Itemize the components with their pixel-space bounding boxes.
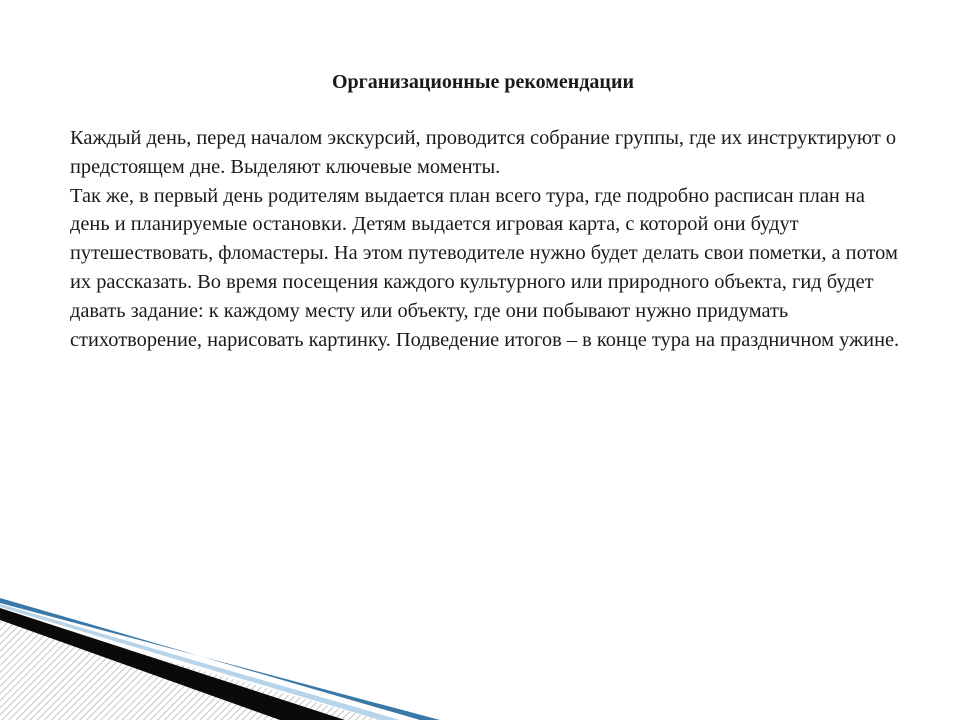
paragraph-briefing: Каждый день, перед началом экскурсий, проводится собрание группы, где их инструктируют о предстоящем дне. Выделяют ключевые моменты.: [70, 127, 897, 178]
slide-title: Организационные рекомендации: [331, 71, 635, 93]
slide-body: [70, 124, 900, 354]
paragraph-tour-plan: Так же, в первый день родителям выдается план всего тура, где подробно расписан план на день и планируемые остановки. Детям выдается игровая карта, с которой они будут путешествовать, фломастеры. На этом путеводителе нужно будет делать свои пометки, а потом их рассказать. Во время посещения каждого культурного или природного объекта, гид будет давать задание: к каждому месту или объекту, где они побывают нужно придумать стихотворение, нарисовать картинку. Подведение итогов – в конце тура на праздничном ужине.: [70, 184, 900, 351]
